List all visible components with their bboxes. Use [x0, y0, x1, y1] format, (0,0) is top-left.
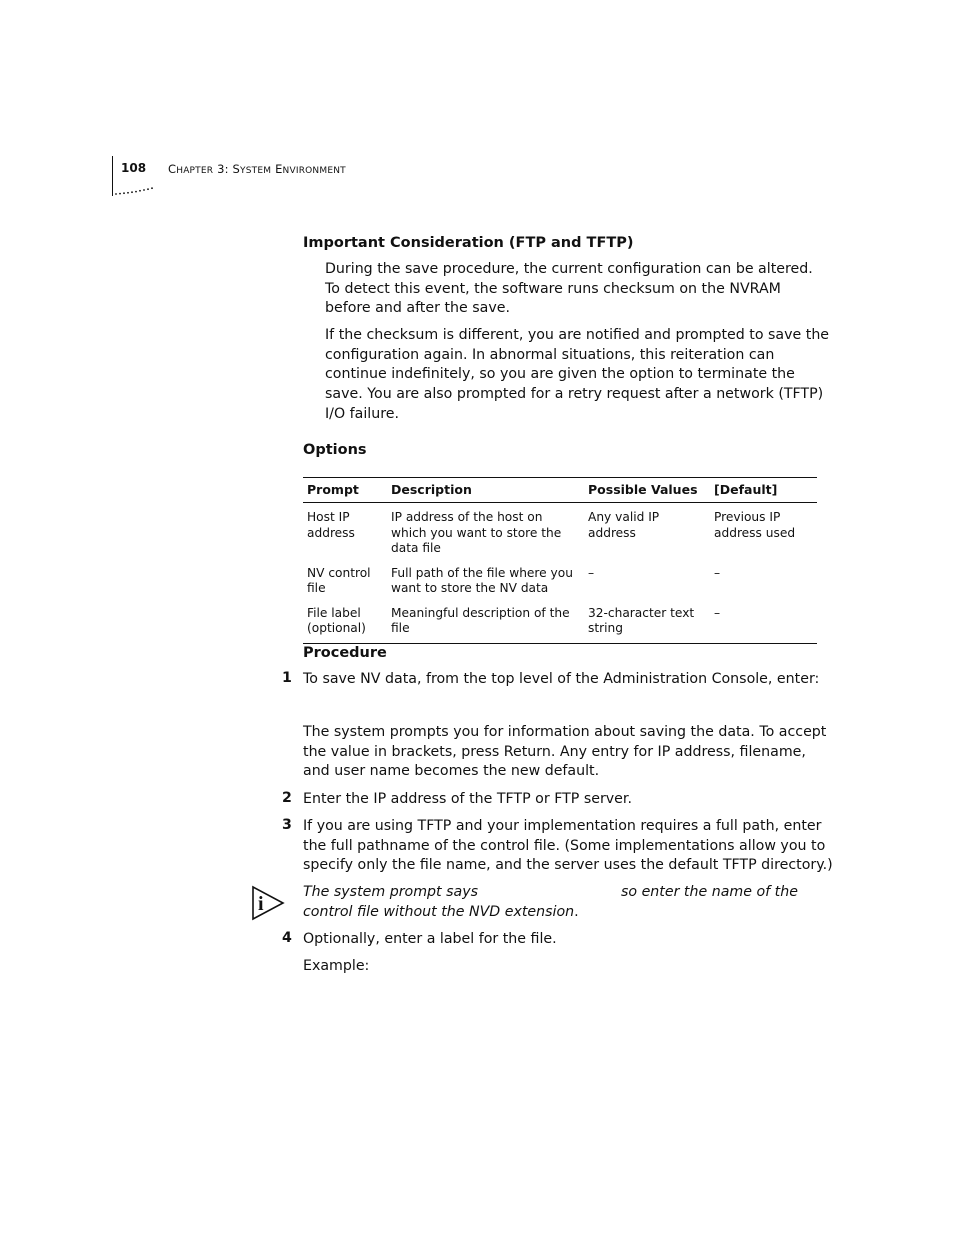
text-line: the full pathname of the control file. (Some implementations allow you to: [303, 837, 826, 854]
note-line-1: [303, 883, 823, 903]
step-number-1: 1: [282, 670, 292, 686]
running-header: [168, 162, 346, 176]
important-heading: Important Consideration (FTP and TFTP): [303, 235, 634, 251]
text-line: configuration again. In abnormal situations, this reiteration can: [325, 346, 775, 363]
text-line: If you are using TFTP and your implementation requires a full path, enter: [303, 818, 822, 834]
column-header-default: [Default]: [710, 478, 817, 503]
column-header-prompt: Prompt: [303, 478, 387, 503]
step-number-2: 2: [282, 790, 292, 806]
options-heading: Options: [303, 442, 367, 458]
note-part-2: so enter the name of the: [621, 884, 798, 900]
table-cell: –: [710, 599, 817, 644]
text-line: and user name becomes the new default.: [303, 763, 600, 780]
table-cell: IP address of the host on which you want to store the data file: [391, 510, 562, 555]
svg-text:i: i: [258, 893, 264, 915]
example-label: Example:: [303, 958, 370, 974]
table-cell: Previous IP address used: [714, 510, 796, 540]
info-icon: [250, 884, 286, 922]
table-cell: Full path of the file where you want to store the NV data: [391, 565, 573, 595]
text-line: If the checksum is different, you are notified and prompted to save the: [325, 327, 830, 343]
chapter-prefix-rest: HAPTER: [176, 166, 214, 176]
note-text: [303, 883, 823, 922]
note-line-2-text: control file without the NVD extension: [303, 903, 575, 920]
important-paragraph-1: [325, 260, 813, 319]
step-1-text: To save NV data, from the top level of the Administration Console, enter:: [303, 671, 820, 687]
chapter-title-s-rest: YSTEM: [240, 166, 272, 176]
table-header-row: [303, 478, 817, 503]
note-period: .: [574, 903, 579, 920]
step-3-text: [303, 817, 833, 876]
chapter-title-e-rest: NVIRONMENT: [282, 166, 346, 176]
note-part-1: The system prompt says: [303, 884, 478, 900]
column-header-description: Description: [387, 478, 584, 503]
header-dotted-curve: [112, 186, 156, 196]
step-number-3: 3: [282, 817, 292, 833]
chapter-number: 3:: [217, 162, 229, 176]
chapter-title-s: S: [232, 162, 241, 176]
table-row: [303, 599, 817, 644]
text-line: To detect this event, the software runs checksum on the NVRAM: [325, 280, 781, 297]
table-cell: NV control file: [307, 565, 371, 595]
step-4-text: Optionally, enter a label for the file.: [303, 931, 557, 947]
page-number: 108: [121, 161, 147, 175]
text-line: the value in brackets, press Return. Any entry for IP address, filename,: [303, 743, 806, 760]
text-line: specify only the file name, and the server uses the default TFTP directory.): [303, 857, 833, 874]
chapter-prefix: C: [168, 162, 177, 176]
table-cell: Any valid IP address: [588, 510, 660, 540]
step-2-text: Enter the IP address of the TFTP or FTP server.: [303, 791, 632, 807]
table-cell: File label (optional): [303, 599, 387, 644]
note-line-2: [303, 903, 823, 923]
table-cell: Meaningful description of the file: [387, 599, 584, 644]
table-cell: –: [714, 565, 721, 580]
step-1-followup: [303, 723, 826, 782]
important-paragraph-2: [325, 326, 829, 425]
text-line: I/O failure.: [325, 405, 399, 422]
chapter-title-e: E: [275, 162, 283, 176]
table-row: [303, 559, 817, 599]
table-cell: 32-character text string: [584, 599, 710, 644]
table-cell: –: [588, 565, 595, 580]
step-number-4: 4: [282, 930, 292, 946]
column-header-possible-values: Possible Values: [584, 478, 710, 503]
text-line: continue indefinitely, so you are given the option to terminate the: [325, 366, 795, 383]
text-line: During the save procedure, the current configuration can be altered.: [325, 261, 813, 277]
procedure-heading: Procedure: [303, 645, 387, 661]
table-cell: Host IP address: [307, 510, 355, 540]
table-row: [303, 503, 817, 559]
text-line: The system prompts you for information about saving the data. To accept: [303, 724, 827, 740]
text-line: before and after the save.: [325, 300, 510, 317]
options-table: [303, 477, 817, 644]
text-line: save. You are also prompted for a retry request after a network (TFTP): [325, 386, 824, 403]
